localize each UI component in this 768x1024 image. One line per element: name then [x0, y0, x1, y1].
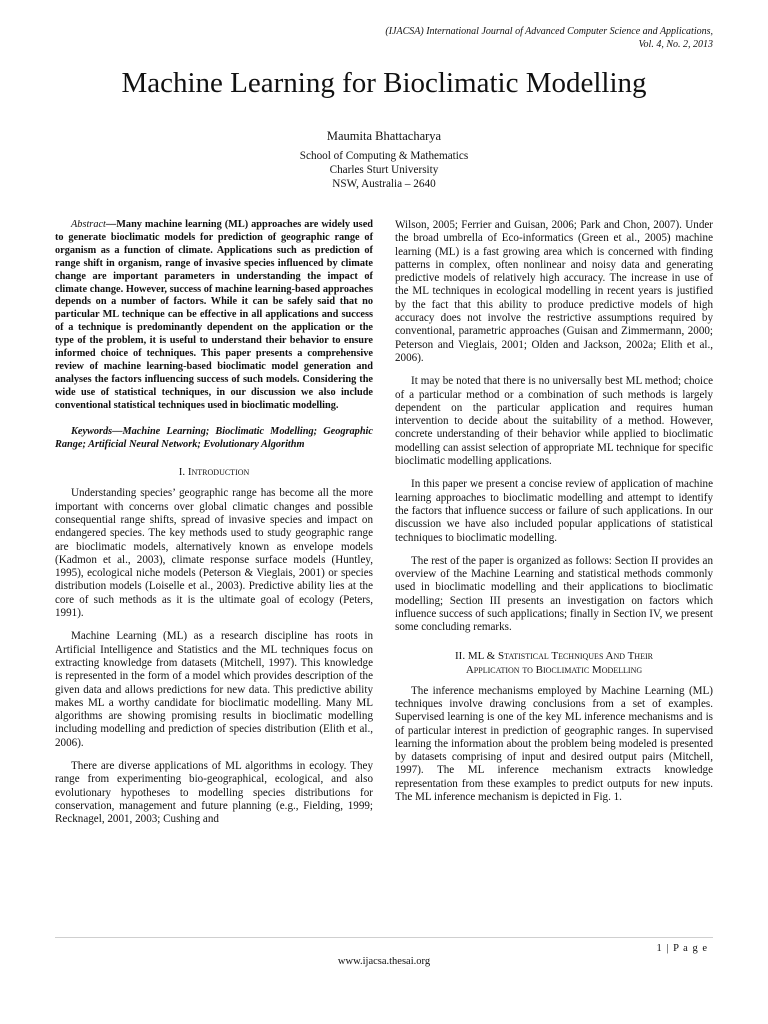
right-column — [395, 219, 713, 804]
right-paragraph-1: Wilson, 2005; Ferrier and Guisan, 2006; Park and Chon, 2007). Under the broad umbrella of Eco-informatics (Green et al., 2005) machine learning (ML) is a fast growing area which is concerned with finding patterns in complex, often nonlinear and noisy data and generating predictive models of relatively high accuracy. The increase in use of the ML techniques in ecological modelling in recent years is justified by the fact that this ability to produce predictive models of high accuracy does not involve the restrictive assumptions required by conventional, parametric approaches (Guisan and Zimmermann, 2000; Peterson and Vieglais, 2001; Olden and Jackson, 2002a; Elith et al., 2006). — [395, 219, 713, 364]
intro-paragraph-3: There are diverse applications of ML algorithms in ecology. They range from experimenting bio-geographical, ecological, and also evolutionary hypotheses to modelling species distributions for conservation, management and future planning (e.g., Fielding, 1999; Recknagel, 2001, 2003; Cushing and — [55, 760, 373, 826]
section-heading-ml-techniques — [395, 649, 713, 677]
affiliation-university: Charles Sturt University — [329, 164, 439, 176]
intro-paragraph-2: Machine Learning (ML) as a research discipline has roots in Artificial Intelligence and Statistics and the ML techniques focus on extracting knowledge from datasets (Mitchell, 1997). This knowledge is represented in the form of a model which provides description of the given data and allows predictions for new data. This predictive ability makes ML a worthy candidate for bioclimatic modelling. Many ML algorithms are showing promising results in bioclimatic modelling including modelling and prediction of species distribution (Elith et al., 2006). — [55, 630, 373, 749]
journal-website: www.ijacsa.thesai.org — [337, 956, 431, 967]
affiliation-location: NSW, Australia – 2640 — [332, 178, 436, 190]
section-heading-line-2: Application to Bioclimatic Modelling — [465, 663, 643, 676]
abstract-lead: Abstract — [71, 219, 106, 230]
affiliation-school: School of Computing & Mathematics — [299, 150, 469, 162]
footer-divider — [55, 937, 713, 938]
intro-paragraph-1: Understanding species’ geographic range has become all the more important with concerns over global climatic changes and possible consequential range shifts, spread of invasive species and impact on endangered species. The key methods used to study geographic range are bioclimatic models, alternatively known as envelope models (Kadmon et al., 2003), climate response surface models (Huntley, 1995), ecological niche models (Peterson & Vieglais, 2001) or species distribution models (Loiselle et al., 2003). Predictive ability lies at the core of such methods as it is the ultimate goal of ecology (Peters, 1991). — [55, 487, 373, 620]
right-paragraph-5: The inference mechanisms employed by Machine Learning (ML) techniques involve drawing conclusions from a set of examples. Supervised learning is one of the key ML inference mechanisms and is of particular interest in prediction of geographic ranges. In supervised learning the information about the problem being modeled is presented by datasets comprising of input and desired output pairs (Mitchell, 1997). The ML inference mechanism extracts knowledge representation from these examples to predict outputs for new inputs. The ML inference mechanism is depicted in Fig. 1. — [395, 684, 713, 803]
journal-name: (IJACSA) International Journal of Advanced Computer Science and Applications, — [385, 26, 713, 37]
right-paragraph-4: The rest of the paper is organized as follows: Section II provides an overview of the Machine Learning and statistical methods commonly used in bioclimatic modelling and their applications to bioclimatic modelling; Section III presents an investigation on factors which influence success of such applications; finally in Section IV, we present some concluding remarks. — [395, 554, 713, 634]
right-paragraph-3: In this paper we present a concise review of application of machine learning approaches to bioclimatic modelling and attempt to identify the factors that influence success or failure of such applications. In our discussion we have also included popular applications of statistical techniques to bioclimatic modelling. — [395, 478, 713, 544]
right-paragraph-2: It may be noted that there is no universally best ML method; choice of a particular method or a combination of such methods is largely dependent on the particular application and requires human intervention to decide about the suitability of a method. However, concrete understanding of their behavior while applied to bioclimatic modelling can assist selection of appropriate ML technique for specific bioclimatic modelling applications. — [395, 375, 713, 468]
page-number: 1 | P a g e — [656, 943, 708, 954]
author-name: Maumita Bhattacharya — [326, 129, 442, 143]
author-affiliation — [0, 149, 768, 191]
left-column — [55, 219, 373, 827]
section-heading-introduction: I. Introduction — [178, 466, 250, 479]
paper-title: Machine Learning for Bioclimatic Modelling — [121, 67, 647, 99]
section-heading-line-1: II. ML & Statistical Techniques And Their — [455, 649, 653, 662]
abstract — [55, 219, 373, 413]
keywords: Keywords—Machine Learning; Bioclimatic Modelling; Geographic Range; Artificial Neural Network; Evolutionary Algorithm — [55, 425, 373, 450]
abstract-text: —Many machine learning (ML) approaches are widely used to generate bioclimatic models for prediction of geographic range of organism as a function of climate. Applications such as prediction of range shift in organism, range of invasive species influenced by climate change are important parameters in understanding the impact of climate change. However, success of machine learning-based approaches depends on a number of factors. While it can be safely said that no particular ML technique can be effective in all applications and success of a technique is predominantly dependent on the application or the type of the problem, it is useful to understand their behavior to ensure informed choice of techniques. This paper presents a comprehensive review of machine learning-based bioclimatic model generation and analyses the factors influencing success of such models. Considering the wide use of statistical techniques, in our discussion we also include conventional statistical techniques used in bioclimatic modelling. — [55, 219, 373, 411]
journal-volume: Vol. 4, No. 2, 2013 — [638, 39, 713, 50]
journal-header — [385, 25, 713, 51]
